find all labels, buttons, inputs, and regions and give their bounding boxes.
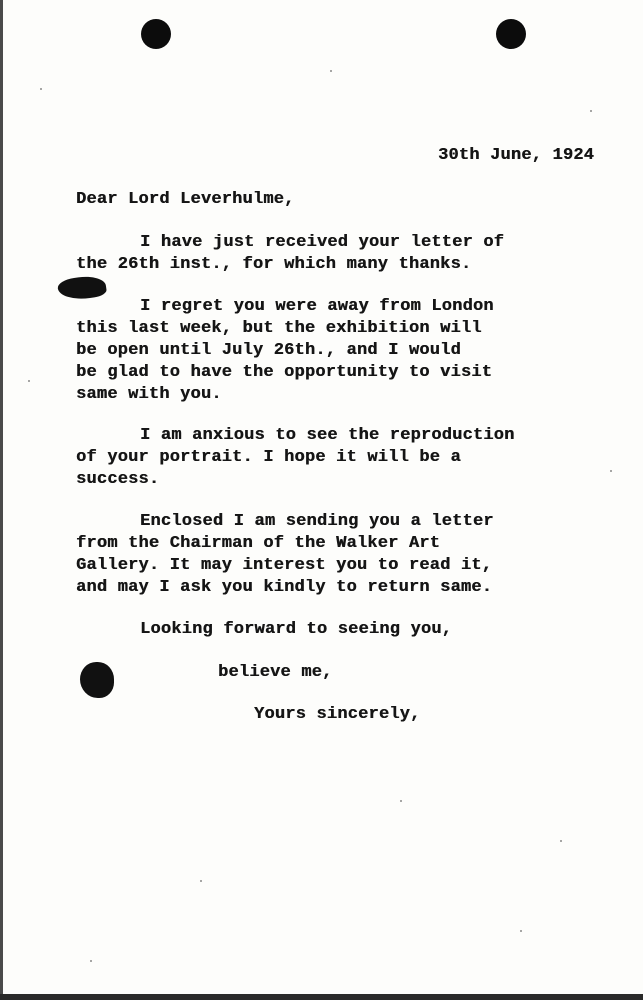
paragraph-3-line-1: I am anxious to see the reproduction	[140, 426, 515, 445]
paragraph-2-line-1: I regret you were away from London	[140, 297, 494, 316]
paragraph-4-line-2: from the Chairman of the Walker Art	[76, 534, 441, 553]
paragraph-2-line-3: be open until July 26th., and I would	[76, 341, 461, 360]
paragraph-1-line-1: I have just received your letter of	[140, 233, 505, 252]
page-bottom-edge	[0, 994, 643, 1000]
letter-salutation: Dear Lord Leverhulme,	[76, 190, 295, 209]
paragraph-2-line-4: be glad to have the opportunity to visit	[76, 363, 493, 382]
punch-hole-left	[141, 19, 171, 49]
letter-date: 30th June, 1924	[438, 146, 595, 165]
ink-smudge	[80, 662, 114, 698]
paper-speck	[90, 960, 92, 962]
paper-speck	[610, 470, 612, 472]
ink-smudge	[57, 274, 108, 302]
paper-speck	[40, 88, 42, 90]
paper-speck	[330, 70, 332, 72]
paper-speck	[200, 880, 202, 882]
punch-hole-right	[496, 19, 526, 49]
paragraph-3-line-3: success.	[76, 470, 160, 489]
paragraph-2-line-2: this last week, but the exhibition will	[76, 319, 482, 338]
paragraph-4-line-1: Enclosed I am sending you a letter	[140, 512, 494, 531]
closing-line: Looking forward to seeing you,	[140, 620, 453, 639]
paragraph-2-line-5: same with you.	[76, 385, 222, 404]
page-left-edge	[0, 0, 3, 1000]
paper-speck	[560, 840, 562, 842]
paper-speck	[400, 800, 402, 802]
paper-speck	[520, 930, 522, 932]
paragraph-1-line-2: the 26th inst., for which many thanks.	[76, 255, 472, 274]
letter-signoff: Yours sincerely,	[254, 705, 421, 724]
paper-speck	[28, 380, 30, 382]
paragraph-4-line-4: and may I ask you kindly to return same.	[76, 578, 493, 597]
closing-believe: believe me,	[218, 663, 333, 682]
paragraph-3-line-2: of your portrait. I hope it will be a	[76, 448, 461, 467]
paper-speck	[590, 110, 592, 112]
paragraph-4-line-3: Gallery. It may interest you to read it,	[76, 556, 493, 575]
